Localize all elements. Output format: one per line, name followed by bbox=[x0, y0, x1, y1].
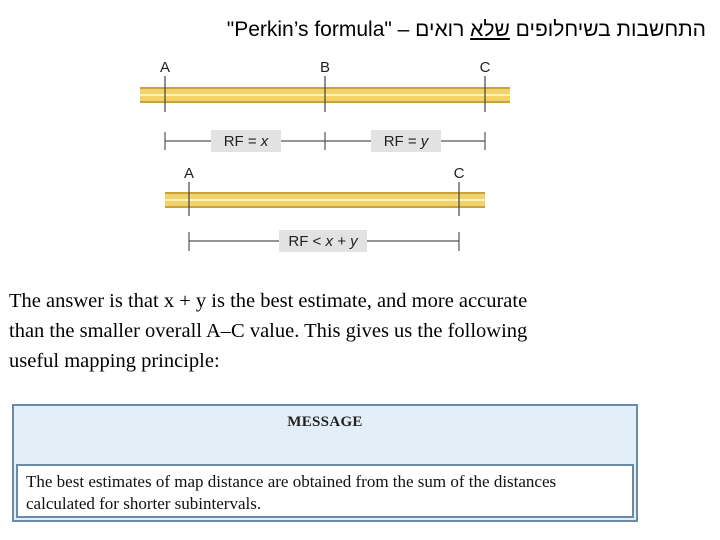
locus-label-b-top: B bbox=[319, 59, 331, 76]
message-body: The best estimates of map distance are obtained from the sum of the distances calculated for shorter subintervals. bbox=[16, 464, 634, 518]
message-heading: MESSAGE bbox=[287, 414, 363, 430]
locus-label-a-top: A bbox=[159, 59, 171, 76]
locus-label-c-top: C bbox=[479, 59, 491, 76]
interval-ac bbox=[189, 230, 459, 252]
title-underlined-word: שלא bbox=[470, 18, 510, 41]
rf-y-label: RF = y bbox=[383, 133, 429, 150]
interval-ab bbox=[165, 130, 325, 152]
paragraph-line-1: The answer is that x + y is the best estimate, and more accurate bbox=[9, 290, 528, 312]
paragraph-line-2: than the smaller overall A–C value. This gives us the following bbox=[9, 320, 528, 342]
message-box bbox=[12, 404, 638, 522]
title-prefix: התחשבות בשיחלופים bbox=[515, 18, 706, 41]
rf-x-label: RF = x bbox=[223, 133, 269, 150]
locus-label-a-bottom: A bbox=[183, 165, 195, 182]
chromosome-bottom bbox=[165, 193, 485, 207]
explanation-paragraph bbox=[9, 286, 649, 376]
interval-bc bbox=[325, 130, 485, 152]
paragraph-line-3: useful mapping principle: bbox=[9, 350, 220, 372]
locus-label-c-bottom: C bbox=[453, 165, 465, 182]
title-suffix: רואים – "Perkin’s formula" bbox=[226, 18, 465, 41]
rf-sum-label: RF < x + y bbox=[288, 233, 358, 250]
